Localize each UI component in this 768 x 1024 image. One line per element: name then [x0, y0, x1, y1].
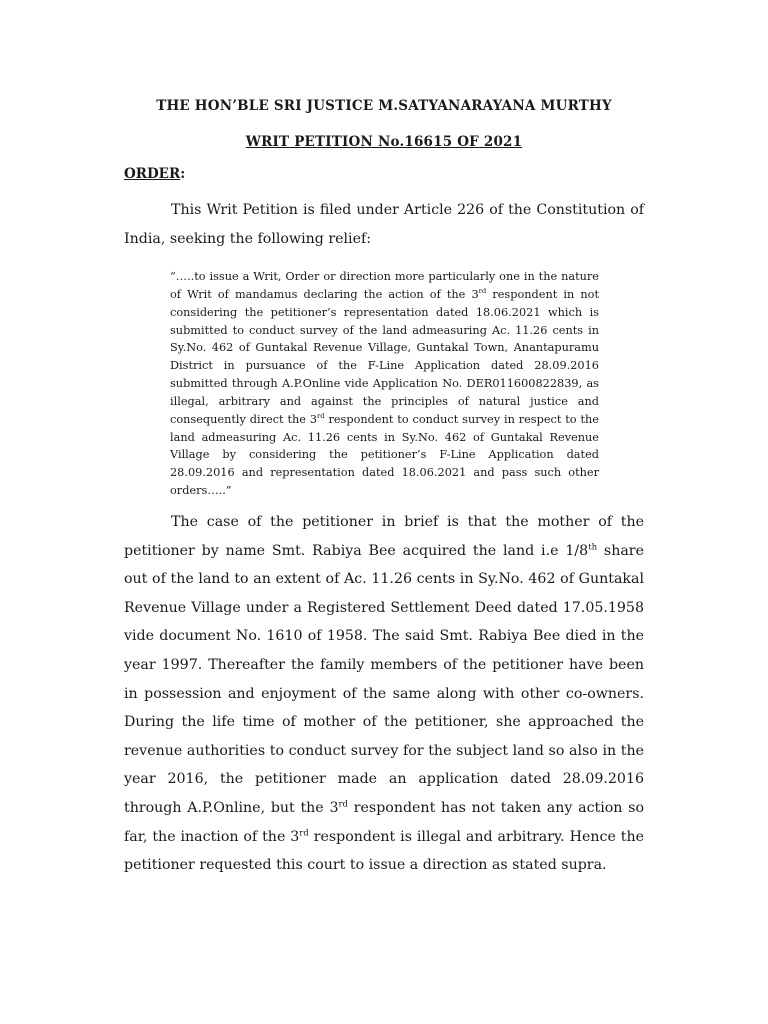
facts-superscript-1: th	[588, 541, 598, 552]
facts-superscript-2: rd	[338, 799, 348, 810]
case-heading: WRIT PETITION No.16615 OF 2021	[245, 134, 523, 150]
facts-text-4: respondent is illegal and arbitrary. Hence the petitioner requested this court to issue a direction as stated supra.	[124, 828, 644, 874]
facts-superscript-3: rd	[299, 827, 309, 838]
facts-text-1: The case of the petitioner in brief is that the mother of the petitioner by name Smt. Rabiya Bee acquired the land i.e 1/8	[124, 514, 644, 559]
order-label-colon: :	[180, 166, 186, 182]
quote-text-2: respondent in not considering the petitioner’s representation dated 18.06.2021 which is submitted to conduct survey of the land admeasuring Ac. 11.26 cents in Sy.No. 462 of Guntakal Revenue Village, Guntakal Town, Anantapuramu District in pursuance of the F-Line Application dated 28.09.2016 submitted through A.P.Online vide Application No. DER011600822839, as illegal, arbitrary and against the principles of natural justice and consequently direct the 3	[170, 287, 599, 426]
quote-superscript-2: rd	[317, 411, 325, 420]
facts-text-2: share out of the land to an extent of Ac. 11.26 cents in Sy.No. 462 of Guntakal Revenue Village under a Registered Settlement Deed dated 17.05.1958 vide document No. 1610 of 1958. The said Smt. Rabiya Bee died in the year 1997. Thereafter the family members of the petitioner have been in possession and enjoyment of the same along with other co-owners. During the life time of mother of the petitioner, she approached the revenue authorities to conduct survey for the subject land so also in the year 2016, the petitioner made an application dated 28.09.2016 through A.P.Online, but the 3	[124, 542, 644, 816]
quote-superscript-1: rd	[478, 287, 487, 296]
judge-heading: THE HON’BLE SRI JUSTICE M.SATYANARAYANA MURTHY	[156, 98, 612, 114]
quote-text-3: respondent to conduct survey in respect to the land admeasuring Ac. 11.26 cents in Sy.No. 462 of Guntakal Revenue Village by considering the petitioner’s F-Line Application dated 28.09.2016 and representation dated 18.06.2021 and pass such other orders…..”	[170, 412, 599, 498]
intro-paragraph: This Writ Petition is filed under Article 226 of the Constitution of India, seeking the following relief:	[124, 202, 644, 247]
case-facts-paragraph	[124, 508, 644, 880]
facts-text-3: respondent has not taken any action so far, the inaction of the 3	[124, 799, 644, 845]
quote-text-1: “…..to issue a Writ, Order or direction more particularly one in the nature of Writ of mandamus declaring the action of the 3	[170, 270, 599, 301]
relief-quote	[170, 268, 599, 500]
order-label-text: ORDER	[124, 166, 181, 182]
order-label	[124, 166, 185, 182]
